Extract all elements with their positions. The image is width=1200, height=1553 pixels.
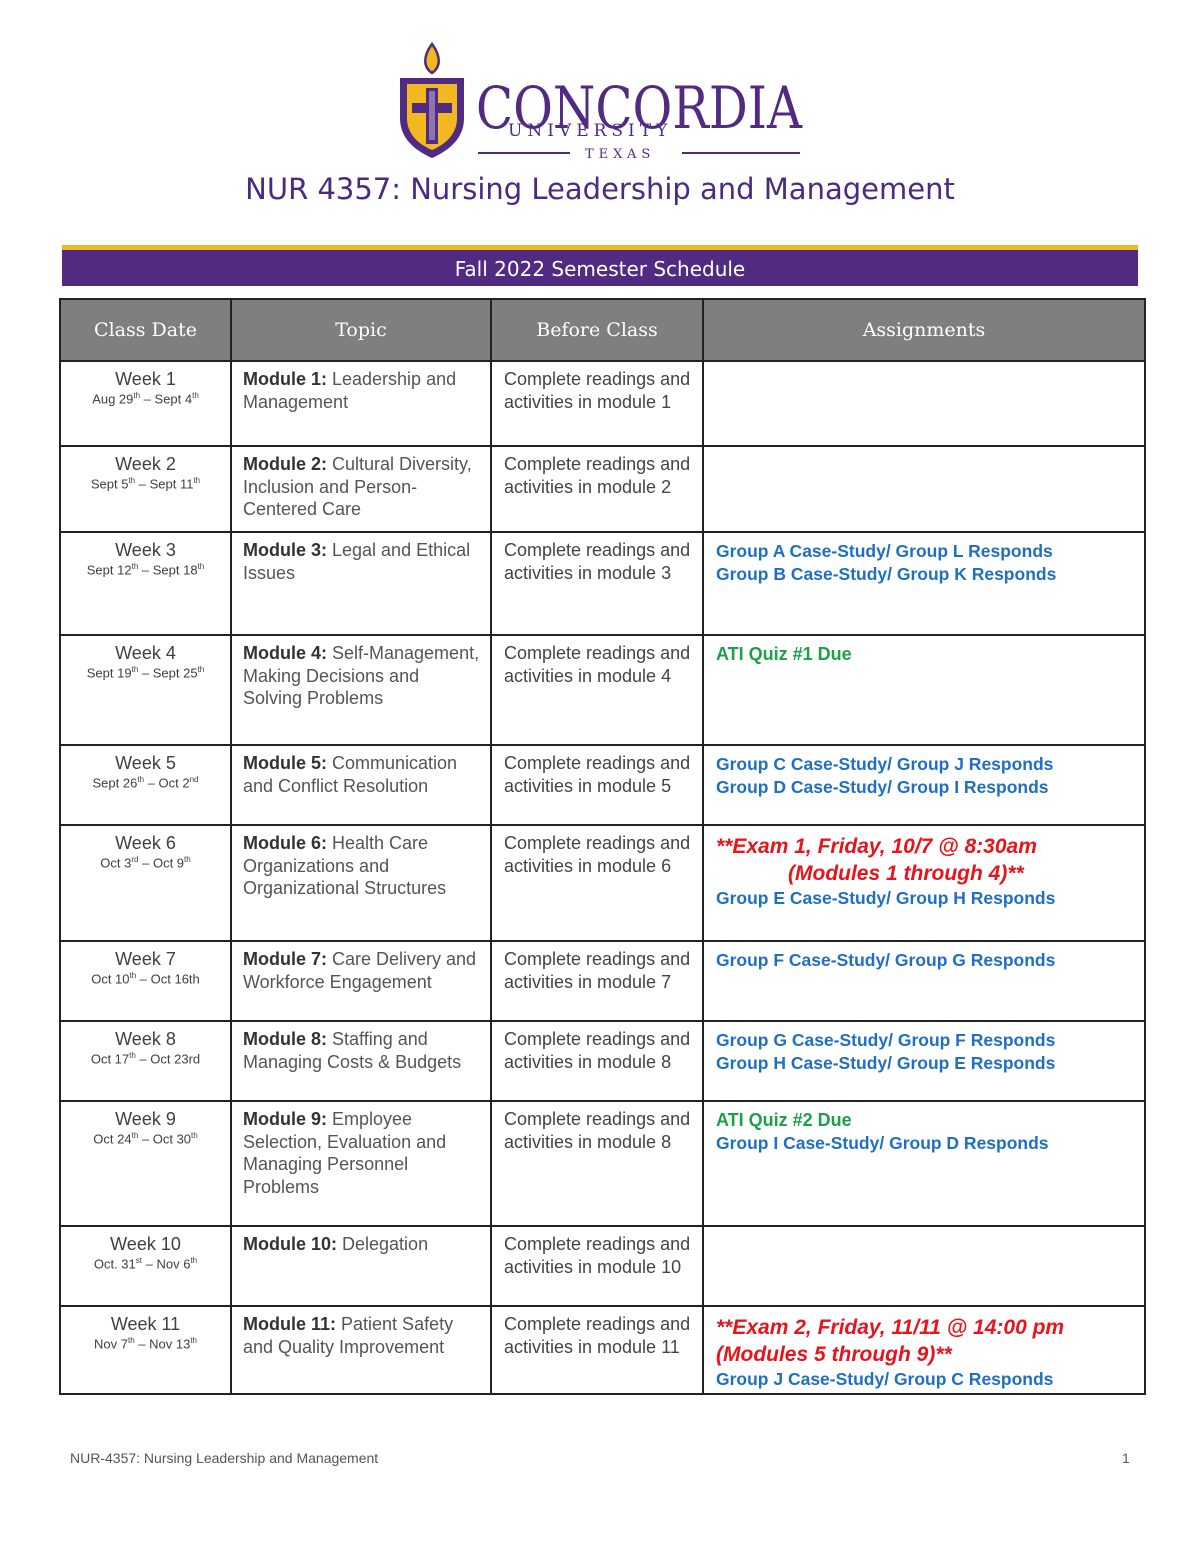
assignments-cell [703,941,1145,1021]
table-row [60,1021,1145,1101]
case-study-assignment: Group J Case-Study/ Group C Responds [716,1369,1054,1389]
class-date-cell [60,1101,231,1226]
topic-cell [231,361,491,446]
exam-modules: (Modules 1 through 4)** [788,862,1024,885]
week-label: Week 2 [115,454,176,474]
case-study-assignment: Group E Case-Study/ Group H Responds [716,888,1056,908]
date-range: Oct 10th – Oct 16th [91,971,200,987]
table-row [60,1306,1145,1394]
week-label: Week 1 [115,369,176,389]
header-class-date: Class Date [60,299,231,361]
week-label: Week 3 [115,540,176,560]
assignments-cell [703,1226,1145,1306]
case-study-assignment: Group G Case-Study/ Group F Responds [716,1030,1056,1050]
topic-text: Employee Selection, Evaluation and Managing Personnel Problems [243,1109,447,1197]
case-study-assignment: Group B Case-Study/ Group K Responds [716,564,1057,584]
semester-banner: Fall 2022 Semester Schedule [62,250,1138,286]
date-range: Oct. 31st – Nov 6th [93,1256,198,1272]
class-date-cell [60,825,231,941]
date-range: Oct 17th – Oct 23rd [90,1051,201,1067]
topic-text: Legal and Ethical Issues [243,540,471,583]
concordia-logo [390,40,810,165]
week-label: Week 8 [115,1029,176,1049]
flame-icon [425,44,439,73]
class-date-cell [60,941,231,1021]
class-date-cell [60,361,231,446]
date-range: Oct 3rd – Oct 9th [100,855,191,871]
case-study-assignment: Group A Case-Study/ Group L Responds [716,541,1053,561]
before-class-cell: Complete readings and activities in module 3 [491,532,703,635]
exam-notice: **Exam 1, Friday, 10/7 @ 8:30am [716,835,1037,858]
class-date-cell [60,635,231,745]
before-class-cell: Complete readings and activities in module 11 [491,1306,703,1394]
module-label: Module 6: [243,833,327,853]
module-label: Module 3: [243,540,327,560]
table-row [60,745,1145,825]
header-assignments: Assignments [703,299,1145,361]
week-label: Week 5 [115,753,176,773]
week-label: Week 6 [115,833,176,853]
topic-cell [231,532,491,635]
topic-cell [231,1306,491,1394]
module-label: Module 2: [243,454,327,474]
topic-cell [231,745,491,825]
topic-cell [231,1021,491,1101]
table-row [60,1226,1145,1306]
topic-cell [231,1226,491,1306]
topic-text: Leadership and Management [243,369,457,412]
assignments-cell [703,745,1145,825]
date-range: Oct 24th – Oct 30th [93,1131,198,1147]
quiz-due: ATI Quiz #2 Due [716,1110,852,1130]
table-row [60,361,1145,446]
table-row [60,532,1145,635]
case-study-assignment: Group F Case-Study/ Group G Responds [716,950,1056,970]
date-range: Sept 26th – Oct 2nd [92,775,199,791]
topic-cell [231,446,491,532]
module-label: Module 5: [243,753,327,773]
topic-text: Cultural Diversity, Inclusion and Person-Centered Care [243,454,472,520]
table-row [60,941,1145,1021]
assignments-cell [703,635,1145,745]
topic-text: Staffing and Managing Costs & Budgets [243,1029,462,1072]
topic-cell [231,635,491,745]
class-date-cell [60,1021,231,1101]
class-date-cell [60,745,231,825]
module-label: Module 4: [243,643,327,663]
before-class-cell: Complete readings and activities in module 2 [491,446,703,532]
week-label: Week 10 [110,1234,181,1254]
case-study-assignment: Group C Case-Study/ Group J Responds [716,754,1054,774]
table-row [60,635,1145,745]
module-label: Module 7: [243,949,327,969]
week-label: Week 7 [115,949,176,969]
assignments-cell [703,446,1145,532]
page-title: NUR 4357: Nursing Leadership and Management [245,172,955,206]
date-range: Sept 19th – Sept 25th [86,665,205,681]
before-class-cell: Complete readings and activities in module 5 [491,745,703,825]
table-header-row [60,299,1145,361]
logo-name-mid: UNIVERSITY [508,121,673,141]
before-class-cell: Complete readings and activities in module 1 [491,361,703,446]
case-study-assignment: Group I Case-Study/ Group D Responds [716,1133,1049,1153]
before-class-cell: Complete readings and activities in module 6 [491,825,703,941]
assignments-cell [703,1101,1145,1226]
schedule-table [59,298,1146,1395]
assignments-cell [703,532,1145,635]
topic-text: Self-Management, Making Decisions and Solving Problems [243,643,480,709]
module-label: Module 1: [243,369,327,389]
logo-name-big: CONCORDIA [476,74,803,142]
topic-cell [231,941,491,1021]
class-date-cell [60,532,231,635]
table-row [60,825,1145,941]
exam-modules: (Modules 5 through 9)** [716,1343,952,1366]
class-date-cell [60,1226,231,1306]
date-range: Sept 12th – Sept 18th [86,562,205,578]
header-before-class: Before Class [491,299,703,361]
assignments-cell [703,825,1145,941]
assignments-cell [703,1021,1145,1101]
topic-text: Health Care Organizations and Organizational Structures [243,833,447,899]
class-date-cell [60,1306,231,1394]
date-range: Sept 5th – Sept 11th [90,476,201,492]
before-class-cell: Complete readings and activities in module 8 [491,1101,703,1226]
topic-text: Care Delivery and Workforce Engagement [243,949,477,992]
before-class-cell: Complete readings and activities in module 4 [491,635,703,745]
week-label: Week 11 [110,1314,181,1334]
topic-cell [231,825,491,941]
module-label: Module 10: [243,1234,338,1254]
logo-name-small: TEXAS [585,147,656,162]
quiz-due: ATI Quiz #1 Due [716,644,852,664]
assignments-cell [703,361,1145,446]
module-label: Module 11: [243,1314,337,1334]
module-label: Module 9: [243,1109,327,1129]
case-study-assignment: Group H Case-Study/ Group E Responds [716,1053,1056,1073]
header-topic: Topic [231,299,491,361]
before-class-cell: Complete readings and activities in module 7 [491,941,703,1021]
week-label: Week 9 [115,1109,176,1129]
module-label: Module 8: [243,1029,327,1049]
date-range: Nov 7th – Nov 13th [94,1336,197,1352]
topic-text: Communication and Conflict Resolution [243,753,458,796]
before-class-cell: Complete readings and activities in module 8 [491,1021,703,1101]
exam-notice: **Exam 2, Friday, 11/11 @ 14:00 pm [716,1316,1065,1339]
table-row [60,1101,1145,1226]
footer-course-name: NUR-4357: Nursing Leadership and Management [70,1450,379,1466]
topic-text: Delegation [337,1234,429,1254]
table-row [60,446,1145,532]
topic-cell [231,1101,491,1226]
assignments-cell [703,1306,1145,1394]
case-study-assignment: Group D Case-Study/ Group I Responds [716,777,1049,797]
topic-text: Patient Safety and Quality Improvement [243,1314,454,1357]
before-class-cell: Complete readings and activities in module 10 [491,1226,703,1306]
week-label: Week 4 [115,643,176,663]
footer-page-number: 1 [1122,1450,1130,1466]
class-date-cell [60,446,231,532]
date-range: Aug 29th – Sept 4th [92,391,199,407]
